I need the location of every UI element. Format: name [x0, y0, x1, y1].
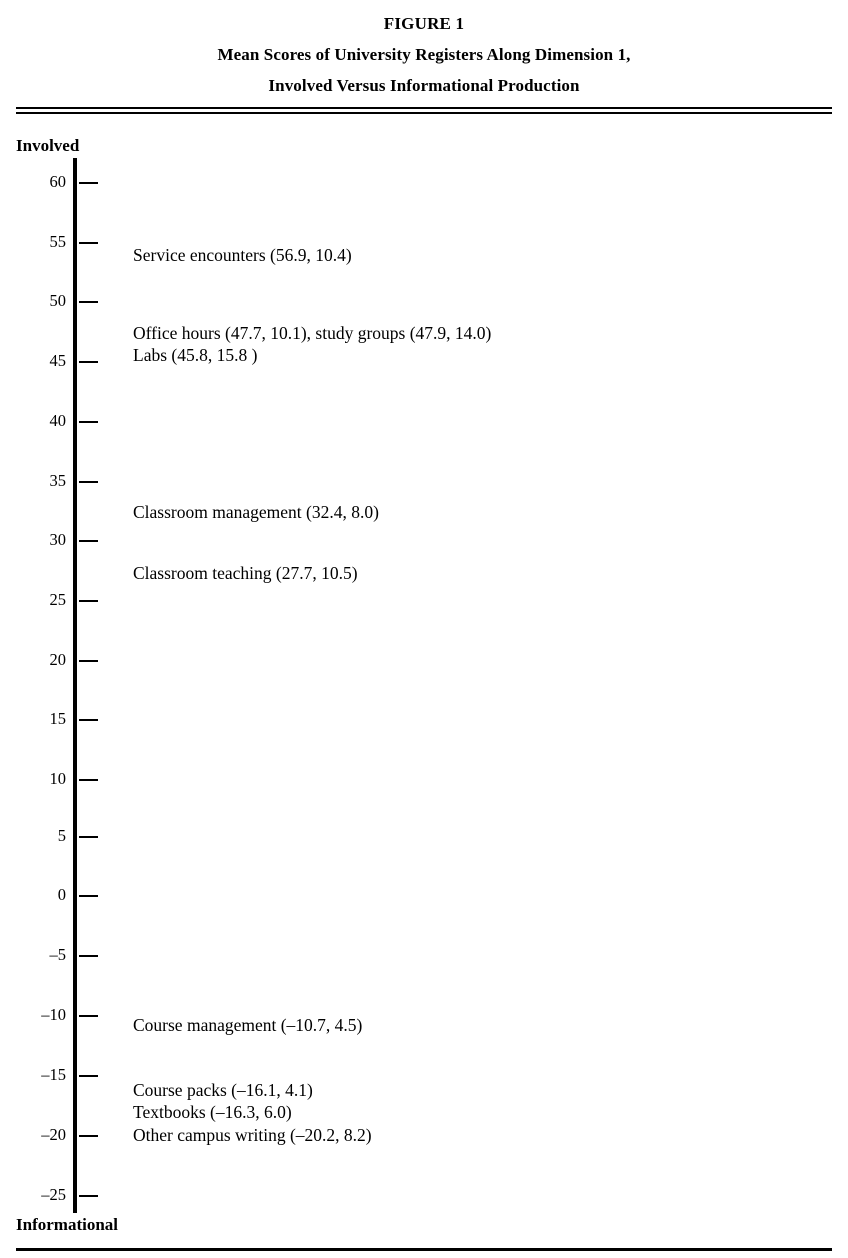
- axis-tick-mark: [79, 600, 98, 602]
- axis-tick-mark: [79, 719, 98, 721]
- data-label-other-campus-writing: Other campus writing (–20.2, 8.2): [133, 1125, 372, 1145]
- vertical-axis-line: [73, 158, 77, 1213]
- figure-title-line-2: Involved Versus Informational Production: [268, 76, 580, 95]
- axis-tick-mark: [79, 540, 98, 542]
- axis-tick-label-45: 45: [49, 351, 66, 370]
- figure-number: FIGURE 1: [383, 14, 465, 33]
- axis-tick-label-0: 0: [57, 885, 66, 904]
- axis-tick-label-60: 60: [49, 172, 66, 191]
- axis-tick-label-55: 55: [49, 232, 66, 251]
- axis-tick-mark: [79, 182, 98, 184]
- bottom-rule: [16, 1248, 832, 1251]
- data-label-classroom-teaching: Classroom teaching (27.7, 10.5): [133, 563, 358, 583]
- axis-tick-label-35: 35: [49, 471, 66, 490]
- axis-tick-label-30: 30: [49, 530, 66, 549]
- axis-tick-mark: [79, 895, 98, 897]
- data-label-course-packs: Course packs (–16.1, 4.1): [133, 1080, 313, 1100]
- axis-tick-mark: [79, 955, 98, 957]
- axis-tick-mark: [79, 836, 98, 838]
- axis-tick-label-neg15: –15: [41, 1065, 66, 1084]
- axis-tick-label-neg20: –20: [41, 1125, 66, 1144]
- data-label-office-hours-study-groups: Office hours (47.7, 10.1), study groups (47.9, 14.0): [133, 323, 492, 343]
- figure-title-line-1: Mean Scores of University Registers Along Dimension 1,: [217, 45, 631, 64]
- axis-tick-mark: [79, 481, 98, 483]
- axis-tick-mark: [79, 361, 98, 363]
- axis-tick-label-5: 5: [57, 826, 66, 845]
- axis-tick-label-10: 10: [49, 769, 66, 788]
- axis-tick-mark: [79, 1135, 98, 1137]
- axis-tick-label-neg10: –10: [41, 1005, 66, 1024]
- axis-tick-mark: [79, 421, 98, 423]
- axis-tick-mark: [79, 779, 98, 781]
- axis-tick-mark: [79, 660, 98, 662]
- data-label-service-encounters: Service encounters (56.9, 10.4): [133, 245, 352, 265]
- axis-tick-label-neg25: –25: [41, 1185, 66, 1204]
- data-label-textbooks: Textbooks (–16.3, 6.0): [133, 1102, 292, 1122]
- axis-tick-label-40: 40: [49, 411, 66, 430]
- axis-tick-mark: [79, 301, 98, 303]
- axis-tick-label-20: 20: [49, 650, 66, 669]
- axis-tick-label-15: 15: [49, 709, 66, 728]
- axis-tick-label-25: 25: [49, 590, 66, 609]
- axis-tick-label-50: 50: [49, 291, 66, 310]
- axis-pole-label-informational: Informational: [16, 1215, 118, 1234]
- data-label-labs: Labs (45.8, 15.8 ): [133, 345, 258, 365]
- axis-tick-label-neg5: –5: [49, 945, 66, 964]
- axis-tick-mark: [79, 242, 98, 244]
- axis-tick-mark: [79, 1195, 98, 1197]
- axis-tick-mark: [79, 1075, 98, 1077]
- axis-tick-mark: [79, 1015, 98, 1017]
- axis-pole-label-involved: Involved: [16, 136, 80, 155]
- data-label-course-management: Course management (–10.7, 4.5): [133, 1015, 363, 1035]
- data-label-classroom-management: Classroom management (32.4, 8.0): [133, 502, 379, 522]
